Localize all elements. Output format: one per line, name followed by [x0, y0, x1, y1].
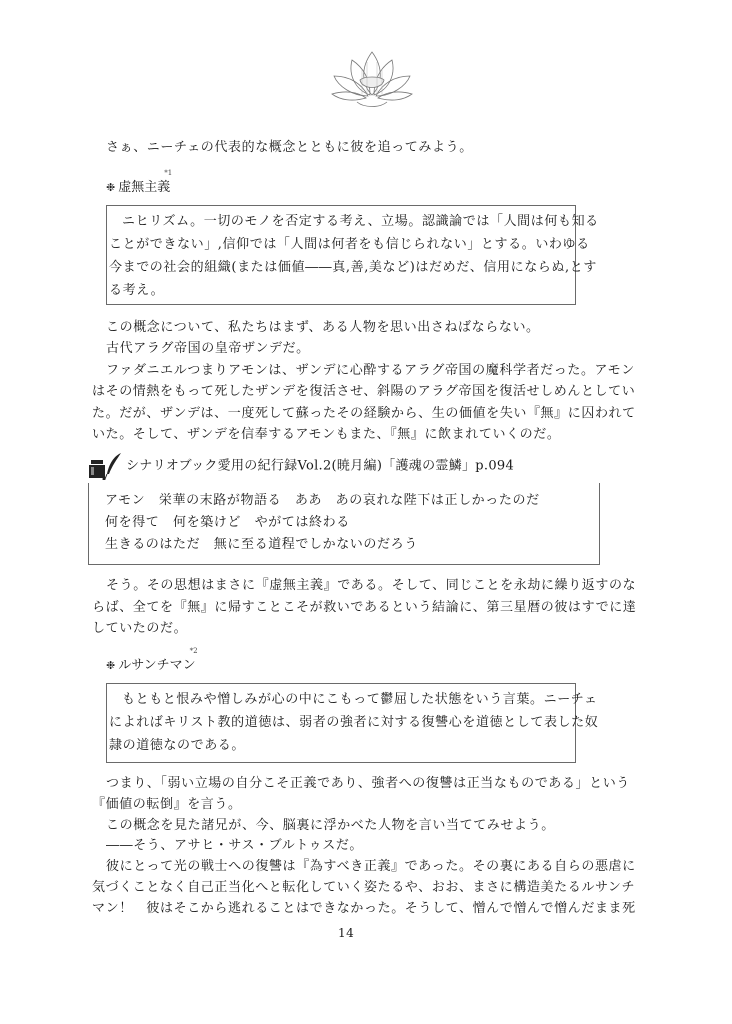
body-line: た。だが、ザンデは、一度死して蘇ったその経験から、生の価値を失い『無』に囚われて — [92, 406, 636, 421]
intro-paragraph: さぁ、ニーチェの代表的な概念とともに彼を追ってみよう。 — [106, 140, 473, 155]
asterism-icon: ❉ — [106, 181, 116, 194]
definition-line: ことができない」,信仰では「人間は何者をも信じられない」とする。いわゆる — [109, 237, 590, 252]
quote-line: 何を得て 何を築けど やがては終わる — [105, 515, 350, 530]
body-line: 気づくことなく自己正当化へと転化していく姿たるや、おお、まさに構造美たるルサンチ — [92, 880, 636, 895]
body-line: 古代アラグ帝国の皇帝ザンデだ。 — [106, 341, 310, 356]
definition-line: 今までの社会的組織(または価値――真,善,美など)はだめだ、信用にならぬ,とす — [109, 260, 597, 275]
body-line: らば、全てを『無』に帰すことこそが救いであるという結論に、第三星暦の彼はすでに達 — [92, 600, 637, 615]
quote-box — [88, 483, 600, 565]
footnote-marker: *1 — [164, 169, 173, 177]
lotus-flower-icon — [322, 40, 422, 110]
page-number: 14 — [338, 926, 355, 940]
body-line: 彼にとって光の戦士への復讐は『為すべき正義』であった。その裏にある自らの悪虐に — [106, 859, 636, 874]
citation-text: シナリオブック愛用の紀行録Vol.2(暁月編)「護魂の霊鱗」p.094 — [126, 458, 515, 474]
body-line: この概念について、私たちはまず、ある人物を思い出さねばならない。 — [106, 320, 540, 335]
definition-box-nihilism — [106, 205, 599, 305]
citation-source — [88, 452, 514, 480]
section-title: ルサンチマン — [118, 658, 196, 673]
body-line: はその情熱をもって死したザンデを復活させ、斜陽のアラグ帝国を復活せしめんとしてい — [92, 384, 636, 399]
ink-and-quill-icon — [88, 452, 124, 480]
definition-line: る考え。 — [109, 283, 165, 298]
body-line: つまり、「弱い立場の自分こそ正義であり、強者への復讐は正当なものである」という — [106, 776, 630, 791]
quote-line: 生きるのはただ 無に至る道程でしかないのだろう — [105, 537, 418, 552]
body-line: いた。そして、ザンデを信奉するアモンもまた、『無』に飲まれていくのだ。 — [92, 427, 561, 442]
body-line: この概念を見た諸兄が、今、脳裏に浮かべた人物を言い当ててみせよう。 — [106, 818, 555, 833]
body-line: 『価値の転倒』を言う。 — [92, 797, 242, 812]
asterism-icon: ❉ — [106, 659, 116, 672]
body-line: ――そう、アサヒ・サス・ブルトゥスだ。 — [106, 838, 364, 853]
definition-line: によればキリスト教的道徳は、弱者の強者に対する復讐心を道徳として表した奴 — [109, 715, 599, 730]
footnote-marker: *2 — [189, 647, 198, 655]
section-heading-nihilism — [106, 169, 173, 198]
section-heading-ressentiment — [106, 647, 198, 676]
section-title: 虚無主義 — [118, 180, 171, 195]
body-line: マン！ 彼はそこから逃れることはできなかった。そうして、憎んで憎んで憎んだまま死 — [92, 901, 636, 916]
body-line: ファダニエルつまりアモンは、ザンデに心酔するアラグ帝国の魔科学者だった。アモン — [106, 363, 635, 378]
body-line: そう。その思想はまさに『虚無主義』である。そして、同じことを永劫に繰り返すのな — [106, 578, 637, 593]
definition-line: 隷の道徳なのである。 — [109, 738, 246, 753]
definition-line: ニヒリズム。一切のモノを否定する考え、立場。認識論では「人間は何も知る — [122, 214, 599, 229]
definition-box-ressentiment — [106, 683, 599, 763]
definition-line: もともと恨みや憎しみが心の中にこもって鬱屈した状態をいう言葉。ニーチェ — [122, 692, 598, 707]
body-line: していたのだ。 — [92, 621, 188, 636]
quote-line: アモン 栄華の末路が物語る ああ あの哀れな陛下は正しかったのだ — [105, 493, 540, 508]
